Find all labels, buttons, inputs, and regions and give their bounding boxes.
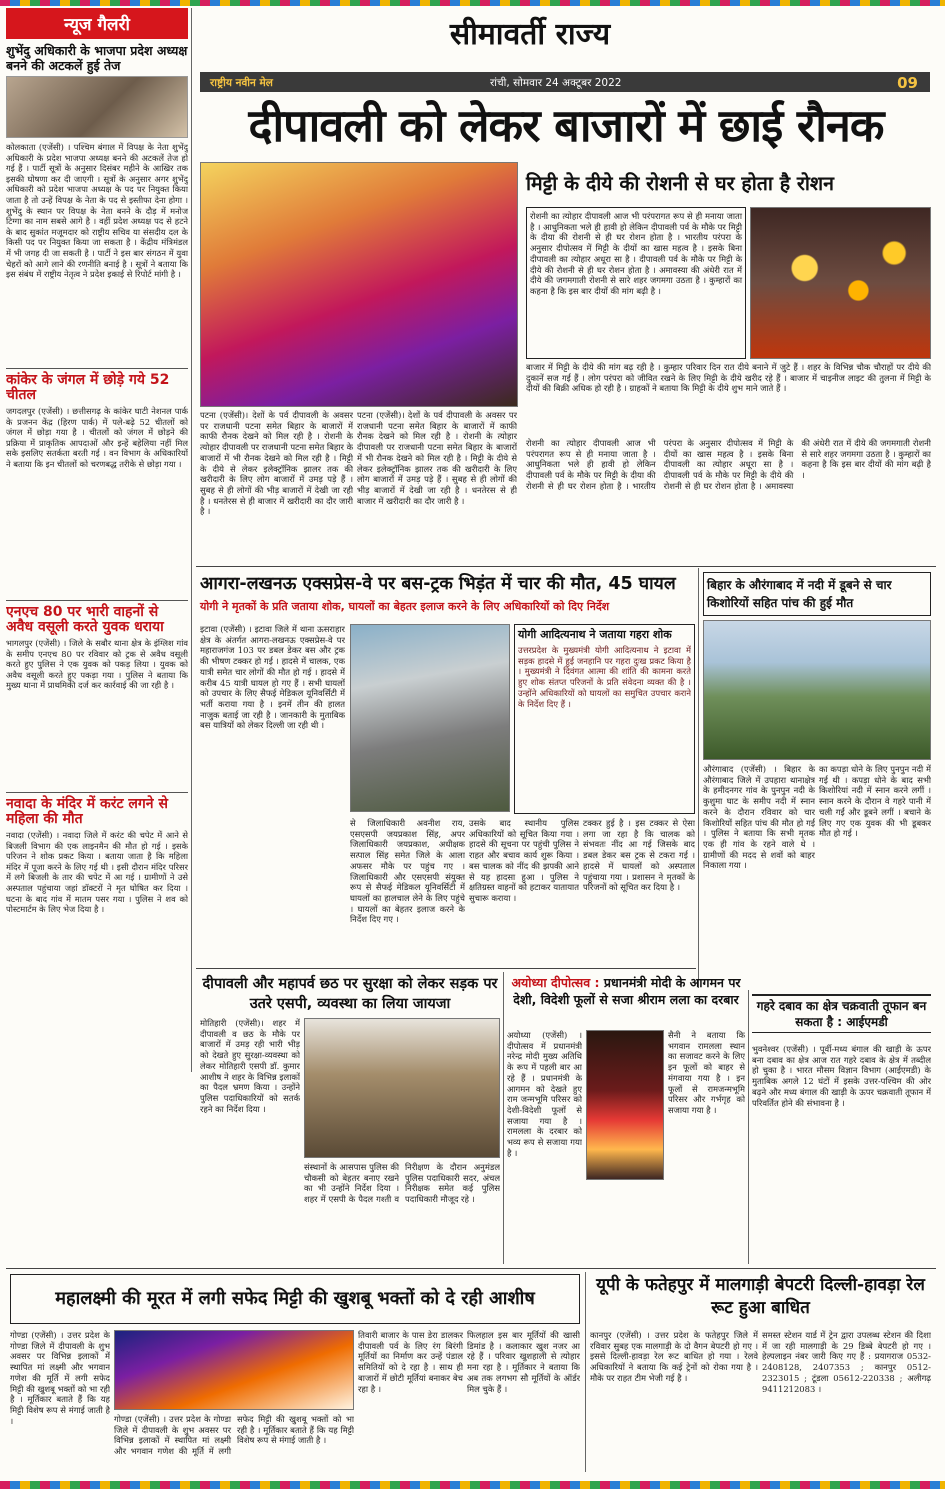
cyclone-story: भुवनेश्वर (एजेंसी) । पूर्वी-मध्य बंगाल की खाड़ी के ऊपर बना दबाव का क्षेत्र आज रात गहरे दबाव के क्षेत्र में तब्दील हो चुका है । भारत मौसम विज्ञान विभाग (आईएमडी) के मुताबिक अगले 12 घंटों में इसके उत्तर-पश्चिम की ओर बढ़ने और मध्य बंगाल की खाड़ी के ऊपर चक्रवाती तूफान में परिवर्तित होने की संभावना है । — [752, 1044, 931, 1108]
politician-photo — [6, 76, 188, 138]
lakshmi-idol-photo — [114, 1330, 354, 1410]
cyclone-headline: गहरे दबाव का क्षेत्र चक्रवाती तूफान बन सकता है : आईएमडी — [752, 994, 931, 1033]
ayodhya-headline: प्रधानमंत्री मोदी के आगमन पर देशी, विदेशी फूलों से सजा श्रीराम लला का दरबार — [513, 975, 741, 1007]
agra-crash-story-3: उसके बाद स्थानीय पुलिस अधिकारियों को सूचित किया गया । हादसे की सूचना पर पहुंची पुलिस ने राहत और बचाव कार्य शुरू किया । बस चालक को नींद की झपकी आने से यह हादसा हुआ । पुलिस ने क्षतिग्रस्त वाहनों को हटाकर यातायात सुचारू कराया । — [469, 818, 579, 903]
market-photo — [200, 162, 518, 407]
ayodhya-story-continued: सैनी ने बताया कि भगवान रामलला स्थान का सजावट करने के लिए इन फूलों को बाहर से मंगवाया गया है । इन फूलों से रामजन्मभूमि परिसर और गर्भगृह को सजाया गया है । — [668, 1030, 745, 1115]
page-number: 09 — [897, 74, 918, 92]
lakshmi-story-2: तिवारी बाजार के पास डेरा डालकर दीपावली पर्व के लिए रंग बिरंगी मूर्तियों का निर्माण कर उन्हें पंडाल समितियों को दे रहा है । साथ ही बाजारों में छोटी मूर्तियां बनाकर बेच रहा है । — [358, 1330, 463, 1394]
agra-crash-subheadline: योगी ने मृतकों के प्रति जताया शोक, घायलों का बेहतर इलाज करने के लिए अधिकारियों को दिए निर्देश — [200, 600, 610, 613]
top-color-strip — [0, 0, 945, 6]
train-headline: यूपी के फतेहपुर में मालगाड़ी बेपटरी दिल्ली-हावड़ा रेल रूट हुआ बाधित — [596, 1275, 925, 1318]
train-story: कानपुर (एजेंसी) । उत्तर प्रदेश के फतेहपुर जिले में रविवार सुबह एक मालगाड़ी के दो वैगन बेपटरी हो गए । इससे दिल्ली-हावड़ा रेल रूट बाधित हो गया । रेलवे अधिकारियों ने बताया कि कई ट्रेनों को रोका गया है । मौके पर राहत टीम भेजी गई है । — [590, 1330, 758, 1383]
diya-story-columns: रोशनी का त्योहार दीपावली आज भी परंपरागत रूप से ही मनाया जाता है । आधुनिकता भले ही हावी हो लेकिन दीपावली पर्व के मौके पर मिट्टी के दीया की रोशनी से ही घर रोशन होता है । भारतीय परंपरा के अनुसार दीपोत्सव में मिट्टी के दीयों का खास महत्व है । इसके बिना दीपावली का त्योहार अधूरा सा है । दीपावली पर्व के मौके पर मिट्टी के दीये की रोशनी से ही घर रोशन होता है । अमावस्या की अंधेरी रात में दीये की जगमगाती रोशनी से सारे शहर जगमगा उठता है । कुम्हारों का कहना है कि इस बार दीयों की मांग बढ़ी है । — [526, 438, 931, 491]
market-story-continued: पटना (एजेंसी)। देशों के पर्व दीपावली के अवसर पर राजधानी पटना समेत बिहार के बाजारों में काफी रौनक देखने को मिल रही है । रोशनी के त्योहार दीपावली पर राजधानी पटना समेत बिहार के बाजारों में भी रौनक देखने को मिल रही है । मिट्टी के दीये से लेकर इलेक्ट्रॉनिक झालर तक की खरीदारी के लिए लोग बाजारों में उमड़ पड़े हैं । सुबह से ही लोगों की भीड़ बाजारों में देखी जा रही है । धनतेरस से ही बाजार में खरीदारी का दौर जारी है । — [357, 410, 517, 506]
story-body: भागलपुर (एजेंसी) । जिले के सबौर थाना क्षेत्र के इंग्लिश गांव के समीप एनएच 80 पर रविवार को ट्रक से अवैध वसूली करते हुए पुलिस ने एक युवक को पकड़ लिया । युवक को अवैध वसूली करते हुए पकड़ा गया । पुलिस ने बताया कि मुख्य थाना में प्राथमिकी दर्ज कर कार्रवाई की जा रही है । — [6, 638, 188, 691]
story-heading: एनएच 80 पर भारी वाहनों से अवैध वसूली करते युवक धराया — [6, 604, 164, 635]
yogi-box — [514, 624, 695, 814]
ayodhya-headline-block — [507, 974, 745, 1008]
story-heading: शुभेंदु अधिकारी के भाजपा प्रदेश अध्यक्ष बनने की अटकलें हुई तेज — [6, 43, 188, 73]
agra-crash-story-4: टक्कर हुई है । इस टक्कर से ऐसा लगा जा रहा है कि चालक को संभवतः नींद आ गई जिसके बाद डबल डेकर बस ट्रक से टकरा गई । हादसे में घायलों को अस्पताल पहुंचाया गया । प्रशासन ने मृतकों के परिजनों को सूचित कर दिया है । — [583, 818, 695, 893]
page-section-title: सीमावर्ती राज्य — [449, 17, 611, 52]
diya-photo — [750, 207, 931, 359]
bihar-story: औरंगाबाद (एजेंसी) । बिहार के औरंगाबाद जिले में उपहारा थानाक्षेत्र के हमीदनगर गांव के पुनपुन नदी के कुशुमा घाट के समीप नदी में स्नान करने के दौरान रविवार को चार किशोरियों सहित पांच की मौत हो गई । पुलिस ने बताया कि सभी मृतक एक ही गांव के रहने वाले थे । ग्रामीणों की मदद से शवों को बाहर निकाला गया । — [703, 764, 815, 871]
story-heading: कांकेर के जंगल में छोड़े गये 52 चीतल — [6, 372, 170, 403]
ayodhya-label: अयोध्या दीपोत्सव : — [511, 975, 600, 990]
story-heading: नवादा के मंदिर में करंट लगने से महिला की मौत — [6, 796, 168, 827]
lakshmi-story-3: फिलहाल इस बार मूर्तियों की खासी डिमांड है । कलाकार खुश नजर आ रहे हैं । परिवार खुशहाली से त्योहार मना रहा है । मूर्तिकार ने बताया कि अब तक लगभग सौ मूर्तियों के ऑर्डर मिल चुके हैं । — [467, 1330, 580, 1394]
agra-crash-story-2: से जिलाधिकारी अवनीश राय, एसएसपी जयप्रकाश सिंह, अपर जिलाधिकारी जयप्रकाश, अधीक्षक सत्पाल सिंह समेत जिले के आला अफसर मौके पर पहुंच गए । जिलाधिकारी और एसएसपी संयुक्त रूप से सैफई मेडिकल यूनिवर्सिटी में घायलों का हालचाल लेने के लिए पहुंचे । घायलों का बेहतर इलाज करने के निर्देश दिए गए । — [350, 818, 465, 925]
news-gallery-header: न्यूज गैलरी — [6, 8, 188, 39]
lakshmi-story: गोण्डा (एजेंसी) । उत्तर प्रदेश के गोण्डा जिले में दीपावली के शुभ अवसर पर विभिन्न इलाकों में स्थापित मां लक्ष्मी और भगवान गणेश की मूर्ति में लगी सफेद मिट्टी की खुशबू भक्तों को भा रही है । मूर्तिकार बताते हैं कि यह मिट्टी विशेष रूप से मंगाई जाती है । — [10, 1330, 110, 1426]
ayodhya-story: अयोध्या (एजेंसी) । दीपोत्सव में प्रधानमंत्री नरेन्द्र मोदी मुख्य अतिथि के रूप में पहली बार आ रहे हैं । प्रधानमंत्री के आगमन को देखते हुए राम जन्मभूमि परिसर को देशी-विदेशी फूलों से सजाया गया है । रामलला के दरबार को भव्य रूप से सजाया गया है । — [507, 1030, 582, 1158]
diya-headline: मिट्टी के दीये की रोशनी से घर होता है रोशन — [526, 172, 834, 195]
newspaper-brand: राष्ट्रीय नवीन मेल — [210, 77, 273, 89]
lakshmi-story-4: गोण्डा (एजेंसी) । उत्तर प्रदेश के गोण्डा जिले में दीपावली के शुभ अवसर पर विभिन्न इलाकों में स्थापित मां लक्ष्मी और भगवान गणेश की मूर्ति में लगी सफेद मिट्टी की खुशबू भक्तों को भा रही है । मूर्तिकार बताते हैं कि यह मिट्टी विशेष रूप से मंगाई जाती है । — [114, 1414, 354, 1457]
story-body: जगदलपुर (एजेंसी) । छत्तीसगढ़ के कांकेर घाटी नेशनल पार्क के प्रजनन केंद्र (हिरण पार्क) में पले-बढ़े 52 चीतलों को जंगल में छोड़ा गया है । चीतलों को जंगल में छोड़ने की प्रक्रिया में प्राकृतिक आपदाओं और इन्हें बहेलिया नहीं मिल सके इसलिए सतर्कता बरती गई । वन विभाग के अधिकारियों ने बताया कि इन चीतलों को चरणबद्ध तरीके से छोड़ा गया । — [6, 406, 188, 469]
chhath-story-continued: संस्थानों के आसपास पुलिस की चौकसी को बेहतर बनाए रखने का भी उन्होंने निर्देश दिया । शहर में एसपी के पैदल गश्ती व निरीक्षण के दौरान अनुमंडल पुलिस पदाधिकारी सदर, अंचल निरीक्षक समेत कई पुलिस पदाधिकारी मौजूद रहे । — [304, 1162, 500, 1205]
market-caption-story: पटना (एजेंसी)। देशों के पर्व दीपावली के अवसर पर राजधानी पटना समेत बिहार के बाजारों में काफी रौनक देखने को मिल रही है । रोशनी के त्योहार दीपावली पर राजधानी पटना समेत बिहार के बाजारों में भी रौनक देखने को मिल रही है । मिट्टी के दीये से लेकर इलेक्ट्रॉनिक झालर तक की खरीदारी के लिए लोग बाजारों में उमड़ पड़े हैं । सुबह से ही लोगों की भीड़ बाजारों में देखी जा रही है । धनतेरस से ही बाजार में खरीदारी का दौर जारी है । — [200, 410, 353, 517]
bihar-story-continued: का कपड़ा धोने के लिए पुनपुन नदी में गई थी । कपड़ा धोने के बाद सभी किशोरियां नदी में स्नान करने लगीं । स्नान करने के दौरान वे गहरे पानी में चली गईं और डूबने लगीं । बचाने के लिए गए एक युवक की भी डूबकर मौत हो गई । — [819, 764, 931, 839]
bihar-headline: बिहार के औरंगाबाद में नदी में डूबने से चार किशोरियों सहित पांच की हुई मौत — [703, 572, 931, 616]
ram-darbar-photo — [586, 1030, 664, 1180]
story-body: कोलकाता (एजेंसी) । पश्चिम बंगाल में विपक्ष के नेता शुभेंदु अधिकारी के प्रदेश भाजपा अध्यक्ष बनने की अटकलें तेज हो गई हैं । पार्टी सूत्रों के अनुसार दिसंबर महीने के आखिर तक इसकी घोषणा कर दी जाएगी । सूत्रों के अनुसार अगर शुभेंदु अधिकारी को प्रदेश भाजपा अध्यक्ष के पद पर नियुक्त किया जाता है तो उन्हें विपक्ष के नेता के पद से इस्तीफा देना होगा । शुभेंदु के स्थान पर विपक्ष के नेता बनने के दौड़ में मनोज टिग्गा का नाम सबसे आगे है । वहीं प्रदेश अध्यक्ष पद से हटने के बाद सुकांत मजूमदार को राष्ट्रीय सचिव या संसदीय दल के किसी पद पर नियुक्त किया जा सकता है । केंद्रीय मंत्रिमंडल में भी जगह दी जा सकती है । पार्टी ने इस बार संगठन में युवा चेहरों को आगे लाने की रणनीति बनाई है । सूत्रों ने बताया कि इस संबंध में राष्ट्रीय नेतृत्व ने प्रदेश इकाई से रिपोर्ट मांगी है । — [6, 142, 188, 280]
bottom-color-strip — [0, 1481, 945, 1489]
main-headline: दीपावली को लेकर बाजारों में छाई रौनक — [248, 99, 884, 152]
chhath-headline: दीपावली और महापर्व छठ पर सुरक्षा को लेकर सड़क पर उतरे एसपी, व्यवस्था का लिया जायजा — [202, 976, 498, 1012]
story-body: नवादा (एजेंसी) । नवादा जिले में करंट की चपेट में आने से बिजली विभाग की एक लाइनमैन की मौत हो गई । इसके परिजन ने शोक प्रकट किया । बताया जाता है कि महिला मंदिर में पूजा करने के लिए गई थी । इसी दौरान मंदिर परिसर में लगे बिजली के तार की चपेट में आ गई । ग्रामीणों ने उसे अस्पताल पहुंचाया जहां डॉक्टरों ने मृत घोषित कर दिया । घटना के बाद गांव में मातम पसर गया । पुलिस ने शव को पोस्टमार्टम के लिए भेज दिया है । — [6, 830, 188, 915]
diya-story-continued: बाजार में मिट्टी के दीये की मांग बढ़ रही है । कुम्हार परिवार दिन रात दीये बनाने में जुटे हैं । शहर के विभिन्न चौक चौराहों पर दीये की दुकानें सज गई हैं । लोग परंपरा को जीवित रखने के लिए मिट्टी के दीये खरीद रहे हैं । बाजार में चाइनीज लाइट की तुलना में मिट्टी के दीयों की बिक्री अधिक हो रही है । ग्राहकों ने बताया कि मिट्टी के दीये शुभ माने जाते हैं । — [526, 362, 931, 394]
left-news-column — [6, 8, 188, 1072]
dateline: रांची, सोमवार 24 अक्टूबर 2022 — [490, 77, 622, 89]
yogi-headline: योगी आदित्यनाथ ने जताया गहरा शोक — [518, 628, 672, 641]
chhath-story: मोतिहारी (एजेंसी)। शहर में दीपावली व छठ के मौके पर बाजारों में उमड़ रही भारी भीड़ को देखते हुए सुरक्षा-व्यवस्था को लेकर मोतिहारी एसपी डॉ. कुमार आशीष ने शहर के विभिन्न इलाकों का पैदल भ्रमण किया । उन्होंने पुलिस पदाधिकारियों को सतर्क रहने का निर्देश दिया । — [200, 1018, 300, 1114]
masthead-bar — [200, 72, 930, 92]
river-photo — [703, 620, 931, 760]
yogi-story: उत्तरप्रदेश के मुख्यमंत्री योगी आदित्यनाथ ने इटावा में सड़क हादसे में हुई जनहानि पर गहरा दुःख प्रकट किया है । मुख्यमंत्री ने दिवंगत आत्मा की शांति की कामना करते हुए शोक संतप्त परिजनों के प्रति संवेदना व्यक्त की है । उन्होंने अधिकारियों को घायलों का समुचित उपचार कराने के निर्देश दिए हैं । — [518, 645, 691, 709]
crash-photo — [350, 624, 510, 812]
lakshmi-headline: महालक्ष्मी की मूरत में लगी सफेद मिट्टी की खुशबू भक्तों को दे रही आशीष — [10, 1274, 580, 1324]
agra-crash-headline: आगरा-लखनऊ एक्सप्रेस-वे पर बस-ट्रक भिड़ंत में चार की मौत, 45 घायल — [200, 574, 676, 594]
train-story-continued: समस्त स्टेशन यार्ड में ट्रेन द्वारा उपलब्ध स्टेशन की दिशा में जा रही मालगाड़ी के 29 डिब्बे बेपटरी हो गए । हेल्पलाइन नंबर जारी किए गए हैं : प्रयागराज 0532-2408128, 2407353 ; कानपुर 0512-2323015 ; टूंडला 05612-220338 ; अलीगढ़ 9411212083 । — [762, 1330, 931, 1394]
agra-crash-story: इटावा (एजेंसी) । इटावा जिले में थाना ऊसराहार क्षेत्र के अंतर्गत आगरा-लखनऊ एक्सप्रेस-वे पर महाराजगंज 103 पर डबल डेकर बस और ट्रक की भीषण टक्कर हो गई । हादसे में चालक, एक यात्री समेत चार लोगों की मौत हो गई । हादसे में करीब 45 यात्री घायल हो गए हैं । सभी घायलों को उपचार के लिए सैफई मेडिकल यूनिवर्सिटी में भर्ती कराया गया है । इनमें तीन की हालत नाजुक बताई जा रही है । जानकारी के मुताबिक बस यात्रियों को लेकर दिल्ली जा रही थी । — [200, 624, 345, 731]
police-photo — [304, 1018, 500, 1158]
diya-story: रोशनी का त्योहार दीपावली आज भी परंपरागत रूप से ही मनाया जाता है । आधुनिकता भले ही हावी हो लेकिन दीपावली पर्व के मौके पर मिट्टी के दीया की रोशनी से ही घर रोशन होता है । भारतीय परंपरा के अनुसार दीपोत्सव में मिट्टी के दीयों का खास महत्व है । इसके बिना दीपावली का त्योहार अधूरा सा है । दीपावली पर्व के मौके पर मिट्टी के दीये की रोशनी से ही घर रोशन होता है । अमावस्या की अंधेरी रात में दीये की जगमगाती रोशनी से सारे शहर जगमगा उठता है । कुम्हारों का कहना है कि इस बार दीयों की मांग बढ़ी है । — [526, 207, 746, 359]
